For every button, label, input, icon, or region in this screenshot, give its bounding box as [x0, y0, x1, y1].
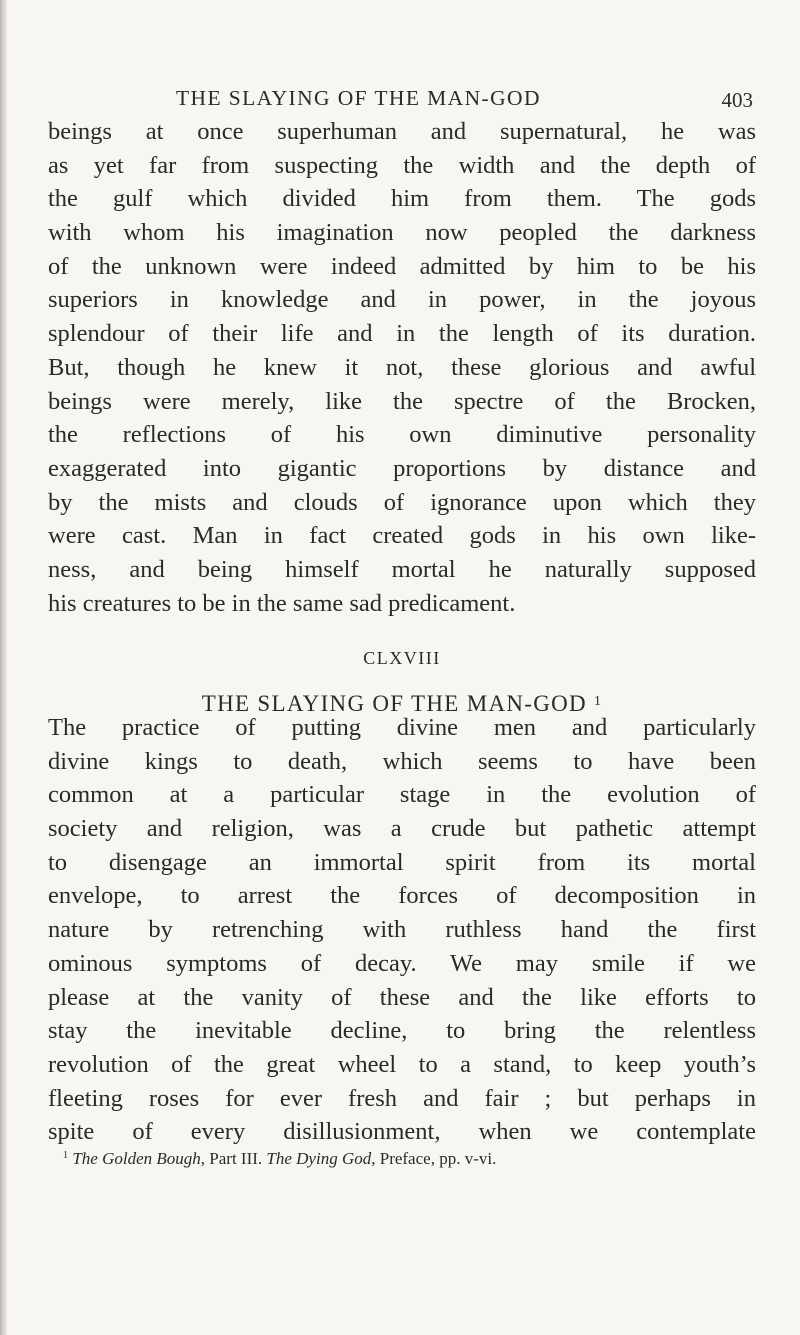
text-line: the gulf which divided him from them. The gods — [48, 185, 756, 213]
text-line: of the unknown were indeed admitted by him to be his — [48, 252, 756, 280]
text-line: were cast. Man in fact created gods in his own like- — [48, 522, 756, 550]
text-line: his creatures to be in the same sad predicament. — [48, 589, 516, 617]
footnote-part-text: , Part III. — [200, 1149, 267, 1168]
text-line: common at a particular stage in the evolution of — [48, 781, 756, 809]
text-line: please at the vanity of these and the like efforts to — [48, 983, 756, 1011]
page-number: 403 — [721, 88, 753, 112]
footnote-rest-text: , Preface, pp. v-vi. — [371, 1149, 497, 1168]
section-title-text: THE SLAYING OF THE MAN-GOD — [201, 691, 587, 716]
text-line: to disengage an immortal spirit from its mortal — [48, 848, 756, 876]
footnote-book-title: The Golden Bough — [72, 1149, 201, 1168]
text-line: ness, and being himself mortal he naturally supposed — [48, 555, 756, 583]
text-line: stay the inevitable decline, to bring the relentless — [48, 1017, 756, 1045]
text-line: beings were merely, like the spectre of the Brocken, — [48, 387, 756, 415]
paragraph-continued — [48, 115, 756, 620]
text-line: But, though he knew it not, these glorious and awful — [48, 353, 756, 381]
text-line: with whom his imagination now peopled the darkness — [48, 219, 756, 247]
footnote-volume-title: The Dying God — [266, 1149, 372, 1168]
footnote — [63, 1144, 753, 1171]
text-line: exaggerated into gigantic proportions by distance and — [48, 454, 756, 482]
text-line: ominous symptoms of decay. We may smile if we — [48, 949, 756, 977]
text-line: beings at once superhuman and supernatural, he was — [48, 118, 756, 145]
text-line: spite of every disillusionment, when we contemplate — [48, 1118, 756, 1146]
paragraph-section-body — [48, 711, 756, 1149]
text-line: splendour of their life and in the length of its duration. — [48, 320, 756, 348]
text-line: society and religion, was a crude but pathetic attempt — [48, 815, 756, 843]
text-line: superiors in knowledge and in power, in the joyous — [48, 286, 756, 314]
text-line: as yet far from suspecting the width and the depth of — [48, 151, 756, 179]
text-line: the reflections of his own diminutive personality — [48, 421, 756, 449]
section-number: CLXVIII — [363, 648, 441, 668]
footnote-marker: 1 — [63, 1150, 69, 1161]
running-title: THE SLAYING OF THE MAN-GOD — [176, 86, 541, 110]
binding-gutter — [0, 0, 7, 1335]
text-line: divine kings to death, which seems to have been — [48, 747, 756, 775]
text-line: envelope, to arrest the forces of decomposition in — [48, 882, 756, 910]
running-head — [48, 86, 756, 116]
text-line: The practice of putting divine men and particularly — [48, 714, 756, 741]
text-line: by the mists and clouds of ignorance upon which they — [48, 488, 756, 516]
footnote-reference[interactable]: 1 — [594, 693, 603, 708]
text-line: fleeting roses for ever fresh and fair ; but perhaps in — [48, 1084, 756, 1112]
text-line: revolution of the great wheel to a stand, to keep youth’s — [48, 1050, 756, 1078]
text-line: nature by retrenching with ruthless hand the first — [48, 916, 756, 944]
